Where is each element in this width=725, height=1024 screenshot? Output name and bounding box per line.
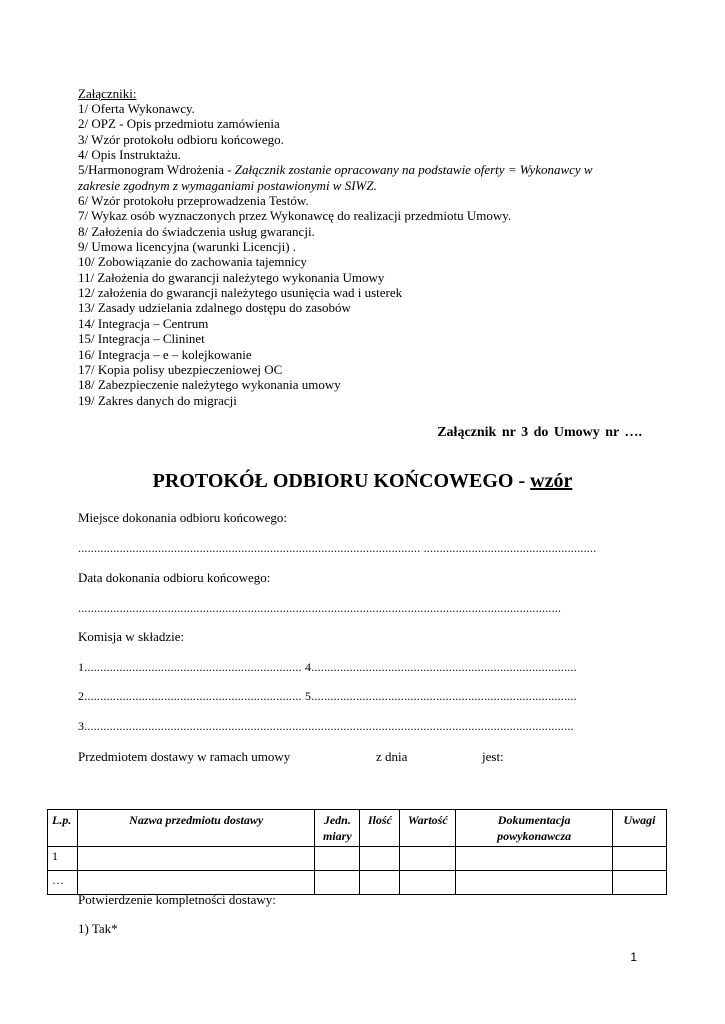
table-cell[interactable]	[456, 871, 613, 895]
attachment-item	[78, 285, 593, 300]
attachment-note: Załącznik zostanie opracowany na podstawie oferty = Wykonawcy w	[234, 162, 593, 178]
commission-label: Komisja w składzie:	[78, 629, 185, 644]
table-cell[interactable]: 1	[48, 847, 78, 871]
table-cell[interactable]	[360, 871, 400, 895]
attachments-heading: Załączniki:	[78, 86, 137, 101]
attachment-text: 5/Harmonogram Wdrożenia -	[78, 162, 235, 178]
header-item-name: Nazwa przedmiotu dostawy	[77, 810, 314, 847]
document-title	[0, 470, 725, 493]
table-cell[interactable]	[360, 847, 400, 871]
table-cell[interactable]	[400, 847, 456, 871]
delivery-subject-label: Przedmiotem dostawy w ramach umowy	[78, 749, 291, 764]
attachment-item	[78, 239, 593, 254]
header-lp: L.p.	[48, 810, 78, 847]
delivery-date-label: z dnia	[376, 749, 408, 764]
header-quantity: Ilość	[360, 810, 400, 847]
delivery-is-label: jest:	[482, 749, 504, 764]
title-suffix: wzór	[530, 470, 573, 492]
attachment-text: 3/ Wzór protokołu odbioru końcowego.	[78, 131, 284, 147]
attachment-text: 1/ Oferta Wykonawcy.	[78, 101, 195, 116]
attachment-item	[78, 300, 593, 315]
attachment-item	[78, 162, 593, 177]
completeness-option-yes: 1) Tak*	[78, 921, 118, 936]
attachment-item	[78, 224, 593, 239]
table-row	[48, 871, 667, 895]
table-cell[interactable]	[77, 871, 314, 895]
attachment-text: 17/ Kopia polisy ubezpieczeniowej OC	[78, 361, 283, 377]
attachment-item	[78, 208, 593, 223]
attachment-text: 7/ Wykaz osób wyznaczonych przez Wykonawcę do realizacji przedmiotu Umowy.	[78, 208, 512, 224]
attachment-item	[78, 132, 593, 147]
attachment-text: 15/ Integracja – Clininet	[78, 331, 205, 347]
attachment-item	[78, 178, 593, 193]
page-number: 1	[630, 950, 637, 964]
attachment-text: 4/ Opis Instruktażu.	[78, 147, 181, 163]
commission-line-3: 3.........................................................................................................................................................	[78, 719, 574, 733]
table-cell[interactable]	[315, 847, 360, 871]
attachment-text: 9/ Umowa licencyjna (warunki Licencji) .	[78, 239, 297, 255]
table-cell[interactable]	[315, 871, 360, 895]
date-dots: .......................................................................................................................................................	[78, 601, 562, 615]
header-unit: Jedn. miary	[315, 810, 360, 847]
table-cell[interactable]	[400, 871, 456, 895]
attachment-item	[78, 101, 593, 116]
annex-reference: Załącznik nr 3 do Umowy nr ….	[437, 425, 642, 440]
attachment-item	[78, 331, 593, 346]
attachment-text: 16/ Integracja – e – kolejkowanie	[78, 346, 252, 362]
attachment-item	[78, 270, 593, 285]
attachment-text: 14/ Integracja – Centrum	[78, 315, 209, 331]
attachment-item	[78, 193, 593, 208]
commission-line-2: 2.................................................................... 5...................................................................................	[78, 689, 577, 703]
attachment-text: 18/ Zabezpieczenie należytego wykonania umowy	[78, 377, 341, 393]
attachment-item	[78, 316, 593, 331]
attachment-item	[78, 377, 593, 392]
table-row	[48, 847, 667, 871]
table-cell[interactable]: …	[48, 871, 78, 895]
table-cell[interactable]	[613, 871, 667, 895]
place-label: Miejsce dokonania odbioru końcowego:	[78, 510, 288, 525]
table-cell[interactable]	[456, 847, 613, 871]
attachment-item	[78, 347, 593, 362]
attachment-item	[78, 254, 593, 269]
header-remarks: Uwagi	[613, 810, 667, 847]
table-cell[interactable]	[613, 847, 667, 871]
attachment-text: 10/ Zobowiązanie do zachowania tajemnicy	[78, 254, 307, 270]
attachment-text: 8/ Założenia do świadczenia usług gwarancji.	[78, 223, 315, 239]
attachment-item	[78, 393, 593, 408]
attachment-item	[78, 362, 593, 377]
attachment-text: 6/ Wzór protokołu przeprowadzenia Testów.	[78, 193, 309, 209]
attachments-list	[78, 101, 593, 408]
attachment-note: zakresie zgodnym z wymaganiami postawionymi w SIWZ.	[78, 177, 377, 193]
attachment-text: 13/ Zasady udzielania zdalnego dostępu do zasobów	[78, 300, 351, 316]
commission-line-1: 1.................................................................... 4...................................................................................	[78, 660, 577, 674]
attachment-text: 11/ Założenia do gwarancji należytego wykonania Umowy	[78, 269, 385, 285]
header-value: Wartość	[400, 810, 456, 847]
table-header-row	[48, 810, 667, 847]
attachment-text: 2/ OPZ - Opis przedmiotu zamówienia	[78, 116, 280, 132]
header-documentation: Dokumentacja powykonawcza	[456, 810, 613, 847]
delivery-table	[47, 809, 667, 895]
place-dots: ........................................................................................................... ......................................................	[78, 541, 597, 555]
attachment-item	[78, 147, 593, 162]
date-label: Data dokonania odbioru końcowego:	[78, 570, 271, 585]
table-cell[interactable]	[77, 847, 314, 871]
attachment-text: 12/ założenia do gwarancji należytego usunięcia wad i usterek	[78, 285, 403, 301]
title-main: PROTOKÓŁ ODBIORU KOŃCOWEGO -	[152, 470, 531, 492]
completeness-label: Potwierdzenie kompletności dostawy:	[78, 892, 276, 907]
attachment-text: 19/ Zakres danych do migracji	[78, 392, 237, 408]
attachment-item	[78, 116, 593, 131]
